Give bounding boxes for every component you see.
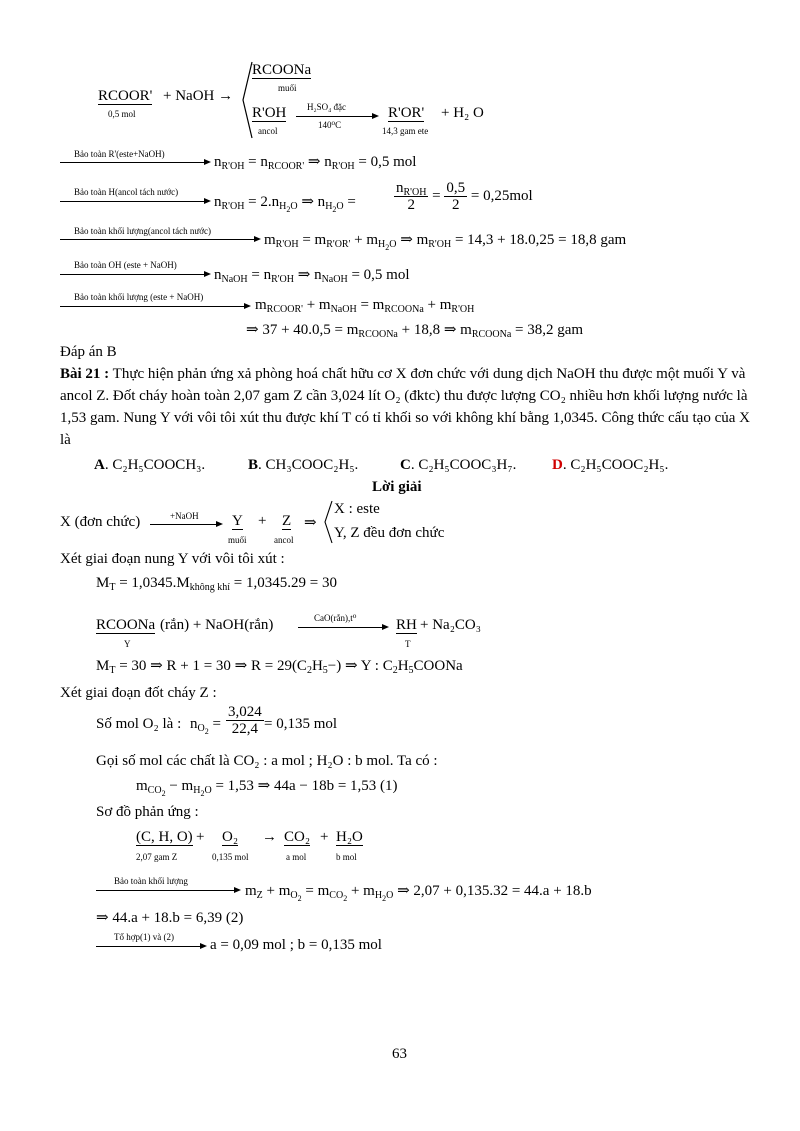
reactant-mol: 0,5 mol	[108, 109, 136, 119]
mt-eq-1: $M_T = 1,0345.M_{không khí} = 1,0345.29 = 30$	[96, 575, 337, 593]
page-number: 63	[392, 1046, 407, 1062]
option-a[interactable]: A. C₂H₅COOCH₃.	[94, 457, 206, 473]
reactant-rcoor: RCOOR'	[98, 88, 153, 104]
stage-2-label: Xét giai đoạn đốt cháy Z :	[60, 685, 217, 701]
assumption: Gọi số mol các chất là CO₂ : a mol ; H₂O : b mol. Ta có :	[96, 753, 438, 769]
h2so4-cond: H₂SO₄ đặc	[307, 102, 347, 112]
scheme-label: Sơ đồ phản ứng :	[96, 804, 199, 820]
mt-eq-2: $M_T = 30$ ⇒ R + 1 = 30 ⇒ $R = 29(C_2H_5-)$ ⇒ Y : $C_2H_5COONa$	[96, 658, 463, 676]
option-c[interactable]: C. C₂H₅COOC₃H₇.	[400, 457, 517, 473]
solution-heading: Lời giải	[372, 479, 422, 495]
equation-1: $m_{CO_2} - m_{H_2O} = 1,53$ ⇒ 44a − 18b = 1,53 (1)	[136, 778, 398, 798]
product-h2o: + H₂ O	[441, 105, 484, 121]
product-roh: R'OH	[252, 105, 287, 121]
product-rcoona: RCOONa	[252, 62, 312, 78]
ancol-label: ancol	[258, 126, 278, 136]
stage-1-label: Xét giai đoạn nung Y với vôi tôi xút :	[60, 551, 285, 567]
naoh-arrow: + NaOH →	[163, 88, 234, 104]
problem-text: Thực hiện phản ứng xả phòng hoá chất hữu cơ X đơn chức với dung dịch NaOH thu được một muối Y và ancol Z. Đốt cháy hoàn toàn 2,07 gam Z cần 3,024 lít O₂ (đktc) thu được lượng CO₂ nhiều hơn khối lượng nước là 1,53 gam. Nung Y với vôi tôi xút thu được khí T có tỉ khối so với không khí bằng 1,0345. Công thức cấu tạo của X là	[60, 366, 750, 448]
muoi-label: muối	[278, 83, 297, 93]
product-ror: R'OR'	[388, 105, 425, 121]
brace-left-icon	[322, 500, 334, 544]
temp-cond: 140⁰C	[318, 120, 342, 130]
option-d[interactable]: D. C₂H₅COOC₂H₅.	[552, 457, 669, 473]
previous-answer: Đáp án B	[60, 344, 117, 360]
problem-statement	[60, 363, 750, 451]
ete-label: 14,3 gam ete	[382, 126, 429, 136]
problem-title: Bài 21 :	[60, 366, 110, 382]
option-b[interactable]: B. CH₃COOC₂H₅.	[248, 457, 359, 473]
equation-2: ⇒ 44.a + 18.b = 6,39 (2)	[96, 910, 244, 926]
